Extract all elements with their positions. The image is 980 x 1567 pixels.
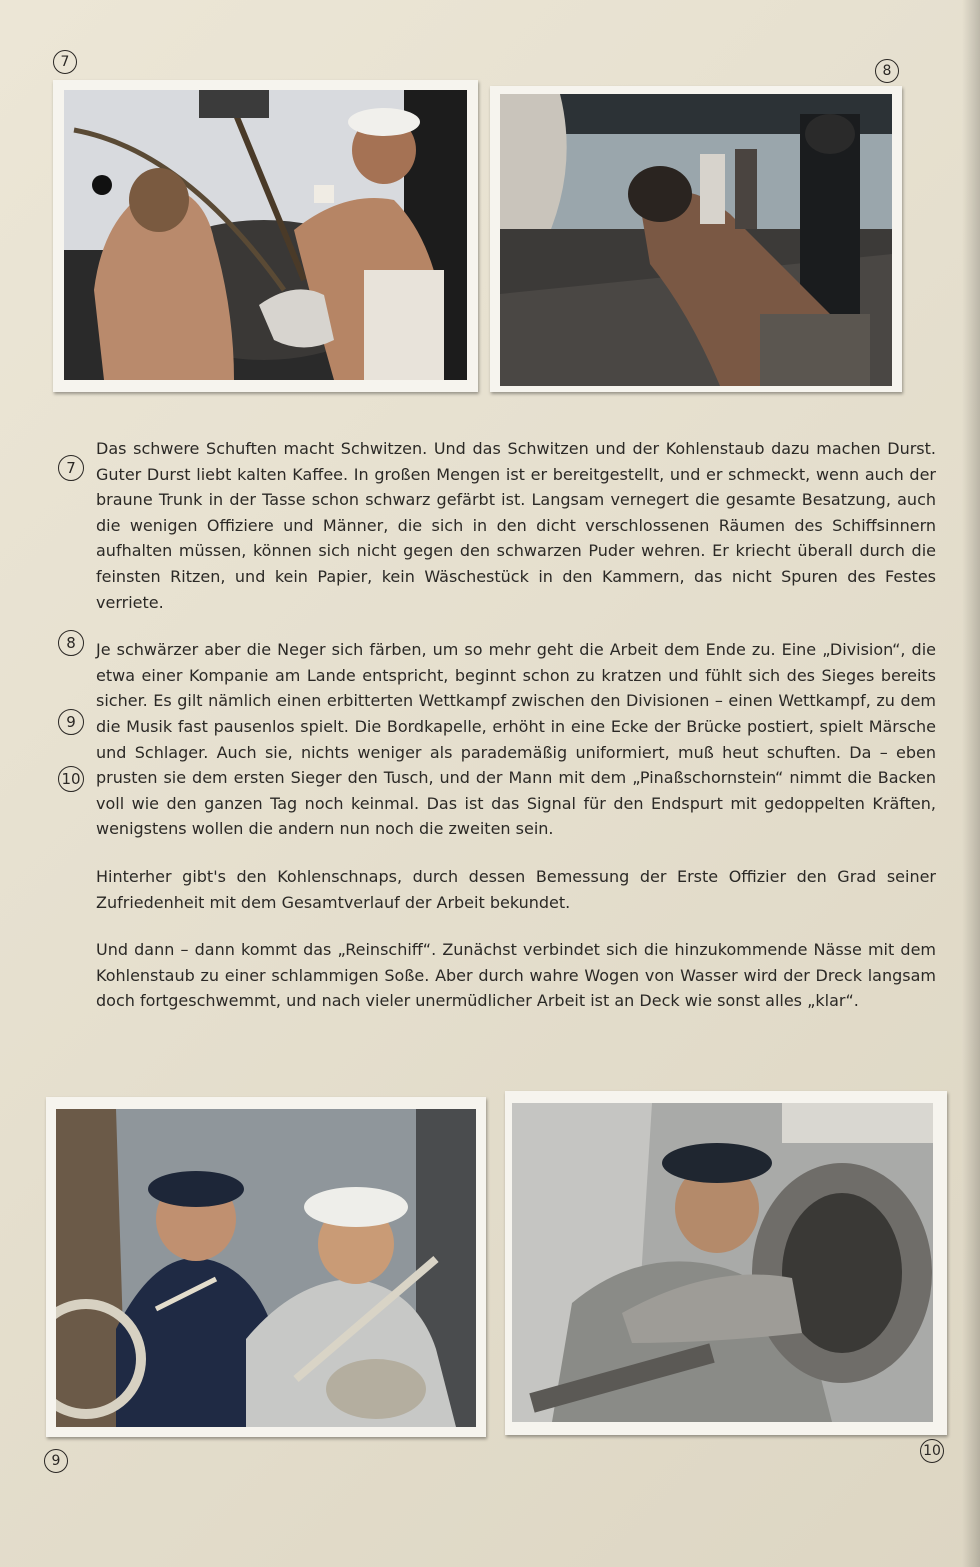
photo-card-10 <box>505 1091 947 1435</box>
photo-number-8: 8 <box>875 59 899 83</box>
photo-number-9: 9 <box>44 1449 68 1473</box>
page-edge-shadow <box>962 0 980 1567</box>
photo-coal-loading <box>500 94 892 386</box>
margin-number-8: 8 <box>58 630 84 656</box>
photo-card-9 <box>46 1097 486 1437</box>
text-block <box>96 436 936 1036</box>
margin-number-7: 7 <box>58 455 84 481</box>
paragraph-division-contest: Je schwärzer aber die Neger sich färben, um so mehr geht die Arbeit dem Ende zu. Eine „Division“, die etwa einer Kompanie am Lande entspricht, beginnt schon zu kratzen und fühlt sich des Sieges bereits sicher. Es gilt nämlich einen erbitterten Wettkampf zwischen den Divisionen – einen Wettkampf, zu dem die Musik fast pausenlos spielt. Die Bordkapelle, erhöht in eine Ecke der Brücke postiert, spielt Märsche und Schlager. Auch sie, nichts weniger als parademäßig uniformiert, muß heut schuften. Da – eben prusten sie dem ersten Sieger den Tusch, und der Mann mit dem „Pinaßschornstein“ nimmt die Backen voll wie den ganzen Tag noch keinmal. Das ist das Signal für den Endspurt mit gedoppelten Kräften, wenigstens wollen die andern nun noch die zweiten sein. <box>96 640 936 839</box>
photo-sailors-coffee <box>64 90 467 380</box>
photo-card-7 <box>53 80 478 392</box>
margin-number-9: 9 <box>58 709 84 735</box>
photo-number-10: 10 <box>920 1439 944 1463</box>
paragraph-coal-schnapps: Hinterher gibt's den Kohlenschnaps, durch dessen Bemessung der Erste Offizier den Grad seiner Zufriedenheit mit dem Gesamtverlauf der Arbeit bekundet. <box>96 866 936 912</box>
photo-band-horns <box>56 1109 476 1427</box>
paragraph-coal-dust-thirst: Das schwere Schuften macht Schwitzen. Und das Schwitzen und der Kohlenstaub dazu machen Durst. Guter Durst liebt kalten Kaffee. In großen Mengen ist er bereitgestellt, und er schmeckt, wenn auch der braune Trunk in der Tasse schon schwarz gefärbt ist. Langsam vernegert die gesamte Besatzung, auch die wenigen Offiziere und Männer, die sich in den dicht verschlossenen Räumen des Schiffsinnern aufhalten müssen, können sich nicht gegen den schwarzen Puder wehren. Er kriecht überall durch die feinsten Ritzen, und kein Papier, kein Wäschestück in den Kammern, das nicht Spuren des Festes verriete. <box>96 439 936 612</box>
paragraph-reinschiff: Und dann – dann kommt das „Reinschiff“. Zunächst verbindet sich die hinzukommende Nässe mit dem Kohlenstaub zu einer schlammigen Soße. Aber durch wahre Wogen von Wasser wird der Dreck langsam doch fortgeschwemmt, und nach vieler unermüdlicher Arbeit ist an Deck wie sonst alles „klar“. <box>96 940 936 1011</box>
margin-number-10: 10 <box>58 766 84 792</box>
photo-tuba-player <box>512 1103 933 1422</box>
photo-card-8 <box>490 86 902 392</box>
photo-number-7: 7 <box>53 50 77 74</box>
